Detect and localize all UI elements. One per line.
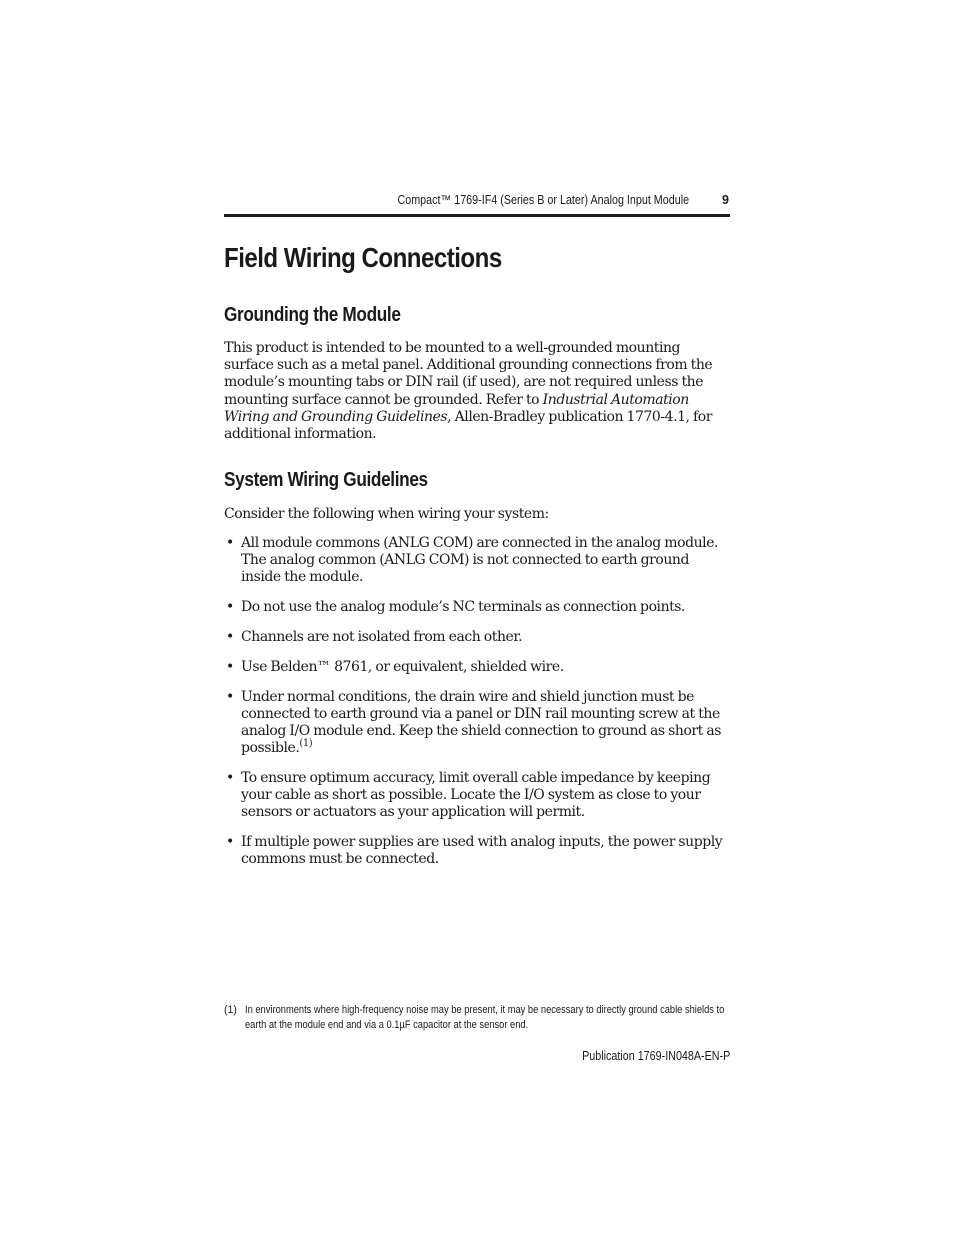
- footnote-text: In environments where high-frequency noise may be present, it may be necessary to directly ground cable shields to earth at the module end and via a 0.1µF capacitor at the sensor end.: [245, 1004, 725, 1031]
- grounding-text-after: , Allen-Bradley publication 1770-4.1, for additional information.: [224, 408, 712, 443]
- bullet-icon: •: [226, 535, 234, 551]
- bullet-icon: •: [226, 834, 234, 851]
- header-title: Compact™ 1769-IF4 (Series B or Later) Analog Input Module: [397, 193, 689, 207]
- list-item: [224, 689, 730, 758]
- footnote-reference[interactable]: (1): [299, 738, 313, 750]
- list-item-text: All module commons (ANLG COM) are connected in the analog module. The analog common (ANLG COM) is not connected to earth ground inside the module.: [241, 535, 719, 586]
- list-item-text: Channels are not isolated from each other.: [241, 629, 523, 645]
- running-header: [224, 191, 730, 211]
- grounding-doc-title: Industrial Automation Wiring and Grounding Guidelines: [224, 391, 689, 425]
- bullet-icon: •: [226, 599, 234, 616]
- list-item: [224, 770, 730, 822]
- list-item-text: If multiple power supplies are used with analog inputs, the power supply commons must be connected.: [241, 834, 723, 868]
- section-heading-grounding: Grounding the Module: [224, 304, 401, 326]
- document-page: [224, 0, 730, 1235]
- system-wiring-intro: Consider the following when wiring your system:: [224, 506, 549, 522]
- list-item-text: Under normal conditions, the drain wire and shield junction must be connected to earth ground via a panel or DIN rail mounting screw at the analog I/O module end. Keep the shield connection to ground as short as possible.: [241, 688, 721, 757]
- list-item: [224, 834, 730, 868]
- page-title: Field Wiring Connections: [224, 242, 502, 273]
- bullet-icon: •: [226, 770, 234, 786]
- bullet-icon: •: [226, 688, 234, 705]
- list-item: [224, 629, 730, 646]
- header-rule: [224, 214, 730, 217]
- list-item-text: Use Belden™ 8761, or equivalent, shielded wire.: [241, 658, 564, 675]
- list-item: [224, 599, 730, 616]
- bullet-icon: •: [226, 658, 234, 675]
- wiring-guidelines-list: [224, 535, 730, 881]
- list-item-text: Do not use the analog module’s NC terminals as connection points.: [241, 599, 686, 616]
- grounding-text-before: This product is intended to be mounted to a well-grounded mounting surface such as a metal panel. Additional grounding connections from the module’s mounting tabs or DIN rail (if used), are not required unless the mounting surface cannot be grounded. Refer to: [224, 340, 713, 408]
- publication-footer: Publication 1769-IN048A-EN-P: [581, 1049, 730, 1063]
- section-heading-system-wiring: System Wiring Guidelines: [224, 469, 428, 491]
- page-number: 9: [722, 193, 729, 207]
- bullet-icon: •: [226, 629, 234, 645]
- list-item: [224, 535, 730, 587]
- footnote-marker: (1): [224, 1004, 237, 1016]
- list-item-text: To ensure optimum accuracy, limit overall cable impedance by keeping your cable as short as possible. Locate the I/O system as close to your sensors or actuators as your application will permit.: [241, 770, 711, 821]
- grounding-paragraph: [224, 340, 730, 443]
- list-item: [224, 659, 730, 676]
